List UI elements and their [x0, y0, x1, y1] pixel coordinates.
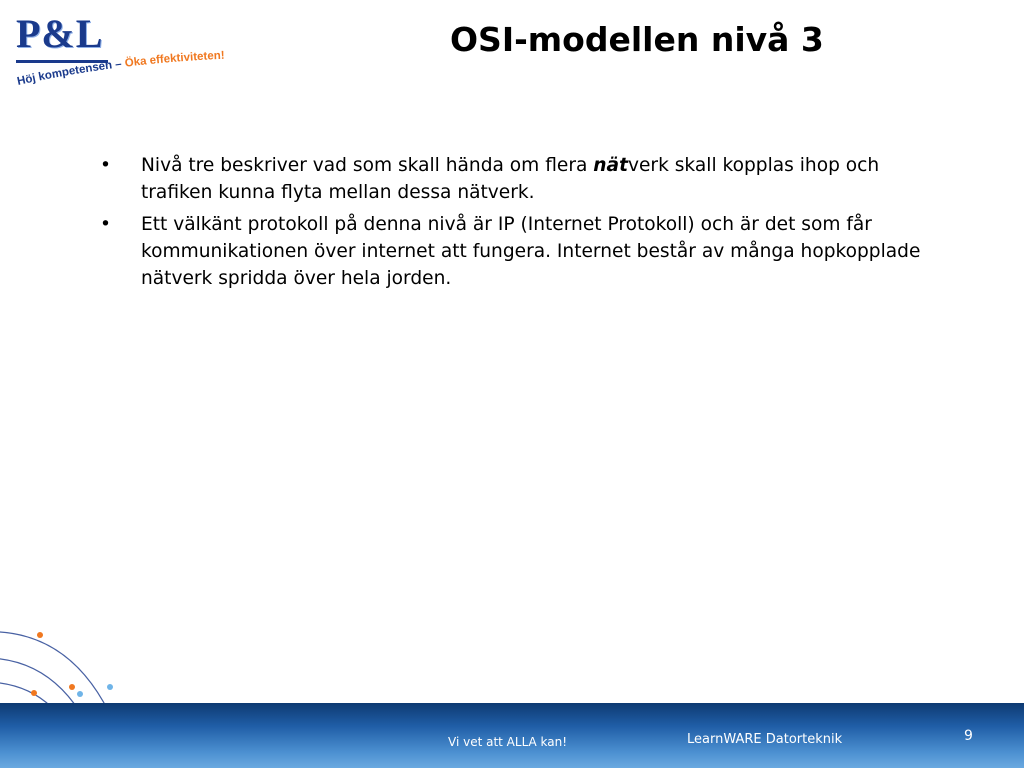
page-number: 9 [964, 728, 973, 744]
bullet-text-after: verk skall kopplas ihop och trafiken kunna flyta mellan dessa nätverk. [141, 155, 880, 203]
bullet-text-before: Nivå tre beskriver vad som skall hända om flera [141, 155, 594, 176]
svg-text:Höj kompetensen – Öka effektiv [16, 50, 225, 88]
bullet-icon: • [100, 155, 111, 176]
bullet-text: Ett välkänt protokoll på denna nivå är IP (Internet Protokoll) och är det som får kommunikationen över internet att fungera. Internet består av många hopkopplade nätverk spridda över hela jorden. [141, 214, 921, 289]
footer-company: LearnWARE Datorteknik [687, 732, 843, 747]
bullet-icon: • [100, 214, 111, 235]
company-logo [12, 10, 262, 95]
bullet-list [100, 152, 930, 297]
logo-tagline [12, 10, 262, 95]
footer-slogan: Vi vet att ALLA kan! [448, 735, 568, 749]
logo-tagline-right: Öka effektiviteten! [124, 49, 225, 70]
slide-title: OSI-modellen nivå 3 [450, 20, 824, 59]
bullet-item [100, 152, 930, 206]
bullet-item [100, 211, 930, 292]
bullet-text-emphasis: nät [593, 155, 628, 176]
footer-bar [0, 703, 1024, 768]
logo-mark: P&L [16, 11, 104, 56]
logo-tagline-left: Höj kompetensen – [16, 57, 126, 88]
